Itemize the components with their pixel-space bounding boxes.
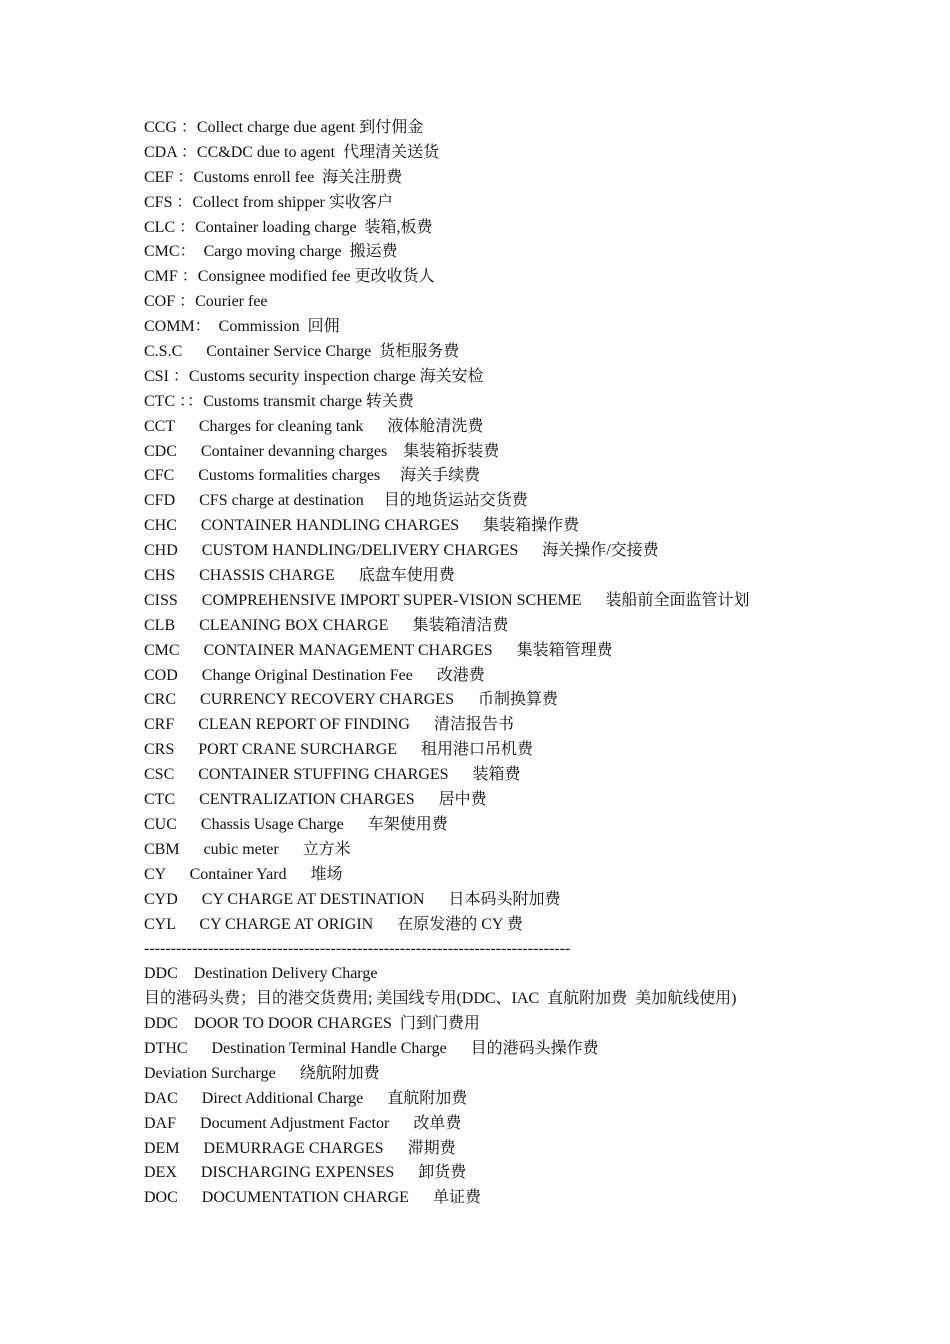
glossary-list: [144, 116, 924, 1211]
glossary-entry: CRF CLEAN REPORT OF FINDING 清洁报告书: [144, 716, 514, 734]
glossary-entry: CMC CONTAINER MANAGEMENT CHARGES 集装箱管理费: [144, 641, 613, 659]
glossary-entry: COF ：Courier fee: [144, 293, 268, 311]
glossary-entry: CRC CURRENCY RECOVERY CHARGES 币制换算费: [144, 691, 558, 709]
glossary-entry: CDA ：CC&DC due to agent 代理清关送货: [144, 143, 440, 161]
glossary-entry: DAC Direct Additional Charge 直航附加费: [144, 1089, 468, 1107]
glossary-entry: COMM： Commission 回佣: [144, 318, 340, 336]
glossary-entry: CYL CY CHARGE AT ORIGIN 在原发港的 CY 费: [144, 915, 523, 933]
glossary-entry: DTHC Destination Terminal Handle Charge 目的港码头操作费: [144, 1039, 599, 1057]
glossary-entry: CHC CONTAINER HANDLING CHARGES 集装箱操作费: [144, 517, 580, 535]
glossary-entry: DEX DISCHARGING EXPENSES 卸货费: [144, 1164, 467, 1182]
glossary-entry: CEF ：Customs enroll fee 海关注册费: [144, 168, 403, 186]
glossary-entry: CHD CUSTOM HANDLING/DELIVERY CHARGES 海关操作/交接费: [144, 542, 659, 560]
glossary-entry: CLB CLEANING BOX CHARGE 集装箱清洁费: [144, 616, 509, 634]
glossary-entry: COD Change Original Destination Fee 改港费: [144, 666, 485, 684]
glossary-entry: CSI ：Customs security inspection charge 海关安检: [144, 367, 484, 385]
glossary-entry: CHS CHASSIS CHARGE 底盘车使用费: [144, 567, 455, 585]
glossary-entry: DDC DOOR TO DOOR CHARGES 门到门费用: [144, 1015, 480, 1033]
glossary-entry: DAF Document Adjustment Factor 改单费: [144, 1114, 462, 1132]
glossary-entry: CYD CY CHARGE AT DESTINATION 日本码头附加费: [144, 890, 561, 908]
glossary-entry: DDC Destination Delivery Charge: [144, 965, 378, 983]
glossary-entry: CMC： Cargo moving charge 搬运费: [144, 243, 398, 261]
glossary-entry: C.S.C Container Service Charge 货柜服务费: [144, 343, 460, 361]
glossary-entry: CY Container Yard 堆场: [144, 865, 343, 883]
glossary-entry: CDC Container devanning charges 集装箱拆装费: [144, 442, 500, 460]
glossary-entry: DOC DOCUMENTATION CHARGE 单证费: [144, 1189, 481, 1207]
section-divider: --------------------------------------------------------------------------------: [144, 940, 571, 958]
glossary-entry: Deviation Surcharge 绕航附加费: [144, 1064, 380, 1082]
glossary-entry: CRS PORT CRANE SURCHARGE 租用港口吊机费: [144, 741, 534, 759]
glossary-entry: CLC ：Container loading charge 装箱,板费: [144, 218, 433, 236]
glossary-entry: CFS ：Collect from shipper 实收客户: [144, 193, 393, 211]
glossary-entry: CFD CFS charge at destination 目的地货运站交货费: [144, 492, 528, 510]
glossary-entry: CCT Charges for cleaning tank 液体舱清洗费: [144, 417, 484, 435]
glossary-entry: CTC ：：Customs transmit charge 转关费: [144, 392, 414, 410]
glossary-entry: CMF ：Consignee modified fee 更改收货人: [144, 268, 435, 286]
glossary-entry: CTC CENTRALIZATION CHARGES 居中费: [144, 791, 487, 809]
glossary-note: 目的港码头费；目的港交货费用; 美国线专用(DDC、IAC 直航附加费 美加航线使用): [144, 990, 737, 1008]
glossary-entry: CUC Chassis Usage Charge 车架使用费: [144, 815, 448, 833]
glossary-entry: CBM cubic meter 立方米: [144, 840, 351, 858]
glossary-entry: CFC Customs formalities charges 海关手续费: [144, 467, 481, 485]
glossary-entry: CCG ：Collect charge due agent 到付佣金: [144, 119, 424, 136]
glossary-entry: CSC CONTAINER STUFFING CHARGES 装箱费: [144, 766, 521, 784]
glossary-entry: CISS COMPREHENSIVE IMPORT SUPER-VISION SCHEME 装船前全面监管计划: [144, 591, 750, 609]
glossary-entry: DEM DEMURRAGE CHARGES 滞期费: [144, 1139, 456, 1157]
